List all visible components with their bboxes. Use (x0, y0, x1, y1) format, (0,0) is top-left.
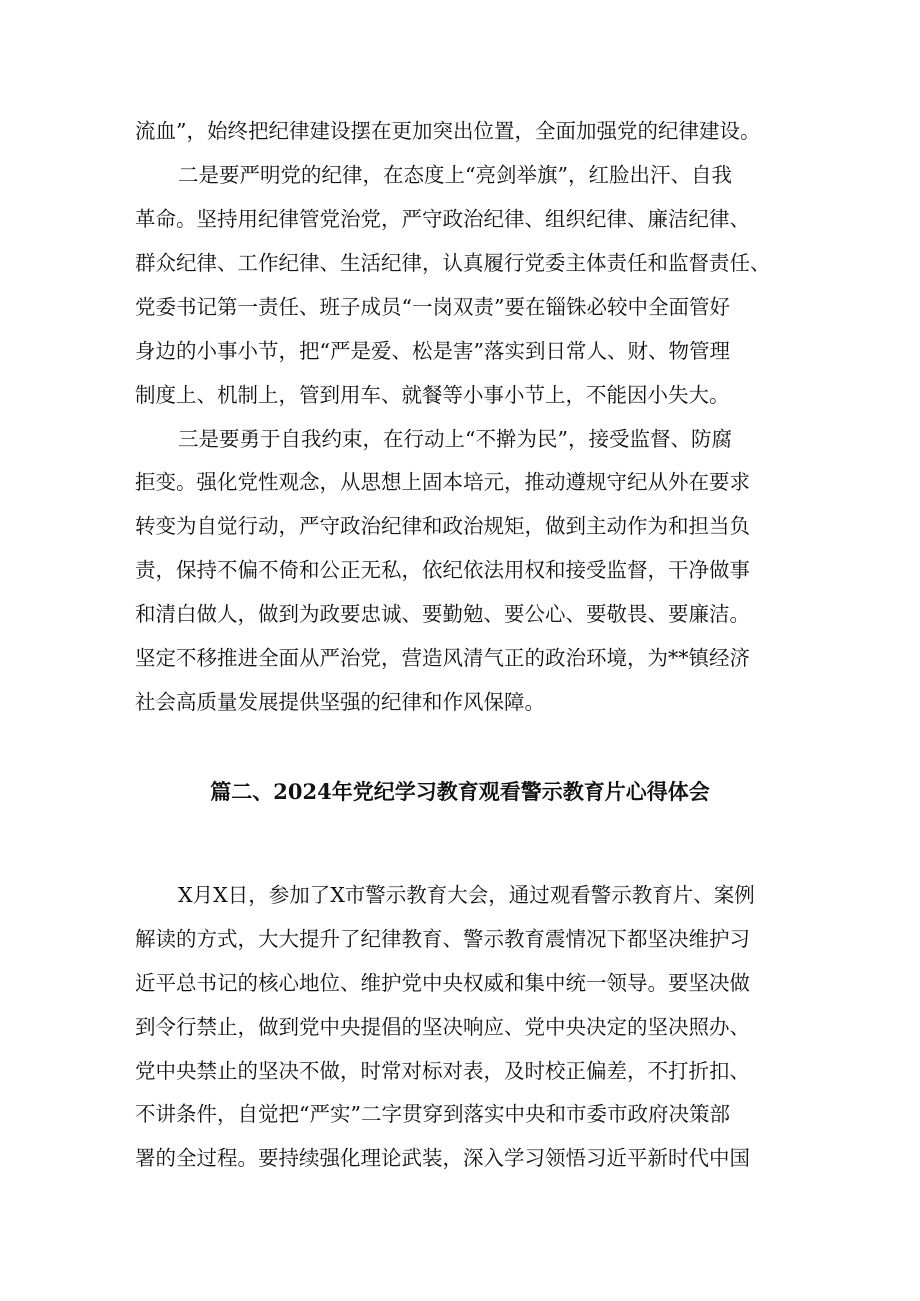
body-text-line: 不讲条件，自觉把“严实”二字贯穿到落实中央和市委市政府决策部 (135, 1102, 730, 1126)
body-text-line: 群众纪律、工作纪律、生活纪律，认真履行党委主体责任和监督责任、 (135, 251, 771, 275)
body-text-line: 三是要勇于自我约束，在行动上“不擀为民”，接受监督、防腐 (178, 427, 732, 451)
body-text-line: 近平总书记的核心地位、维护党中央权威和集中统一领导。要坚决做 (135, 971, 750, 995)
body-text-line: 二是要严明党的纪律，在态度上“亮剑举旗”，红脸出汗、自我 (178, 163, 732, 187)
body-text-line: 拒变。强化党性观念，从思想上固本培元，推动遵规守纪从外在要求 (135, 470, 750, 494)
body-text-line: 身边的小事小节，把“严是爱、松是害”落实到日常人、财、物管理 (135, 339, 730, 363)
body-text-line: 和清白做人，做到为政要忠诚、要勤勉、要公心、要敬畏、要廉洁。 (135, 602, 750, 626)
body-text-line: 革命。坚持用纪律管党治党，严守政治纪律、组织纪律、廉洁纪律、 (135, 207, 750, 231)
body-text-line: 署的全过程。要持续强化理论武装，深入学习领悟习近平新时代中国 (135, 1146, 750, 1170)
body-text-line: 党委书记第一责任、班子成员“一岗双责”要在锱铢必较中全面管好 (135, 295, 730, 319)
body-text-line: 社会高质量发展提供坚强的纪律和作风保障。 (135, 690, 545, 714)
body-text-line: 责，保持不偏不倚和公正无私，依纪依法用权和接受监督，干净做事 (135, 558, 750, 582)
body-text-line: 转变为自觉行动，严守政治纪律和政治规矩，做到主动作为和担当负 (135, 514, 750, 538)
body-text-line: 流血”，始终把纪律建设摆在更加突出位置，全面加强党的纪律建设。 (135, 119, 761, 143)
body-text-line: 坚定不移推进全面从严治党，营造风清气正的政治环境，为**镇经济 (135, 646, 750, 670)
body-text-line: 解读的方式，大大提升了纪律教育、警示教育震情况下都坚决维护习 (135, 927, 750, 951)
section-heading: 篇二、2024年党纪学习教育观看警示教育片心得体会 (210, 779, 710, 804)
body-text-line: 党中央禁止的坚决不做，时常对标对表，及时校正偏差，不打折扣、 (135, 1059, 750, 1083)
body-text-line: 制度上、机制上，管到用车、就餐等小事小节上，不能因小失大。 (135, 383, 730, 407)
body-text-line: 到令行禁止，做到党中央提倡的坚决响应、党中央决定的坚决照办、 (135, 1015, 750, 1039)
body-text-line: X月X日，参加了X市警示教育大会，通过观看警示教育片、案例 (178, 883, 755, 907)
